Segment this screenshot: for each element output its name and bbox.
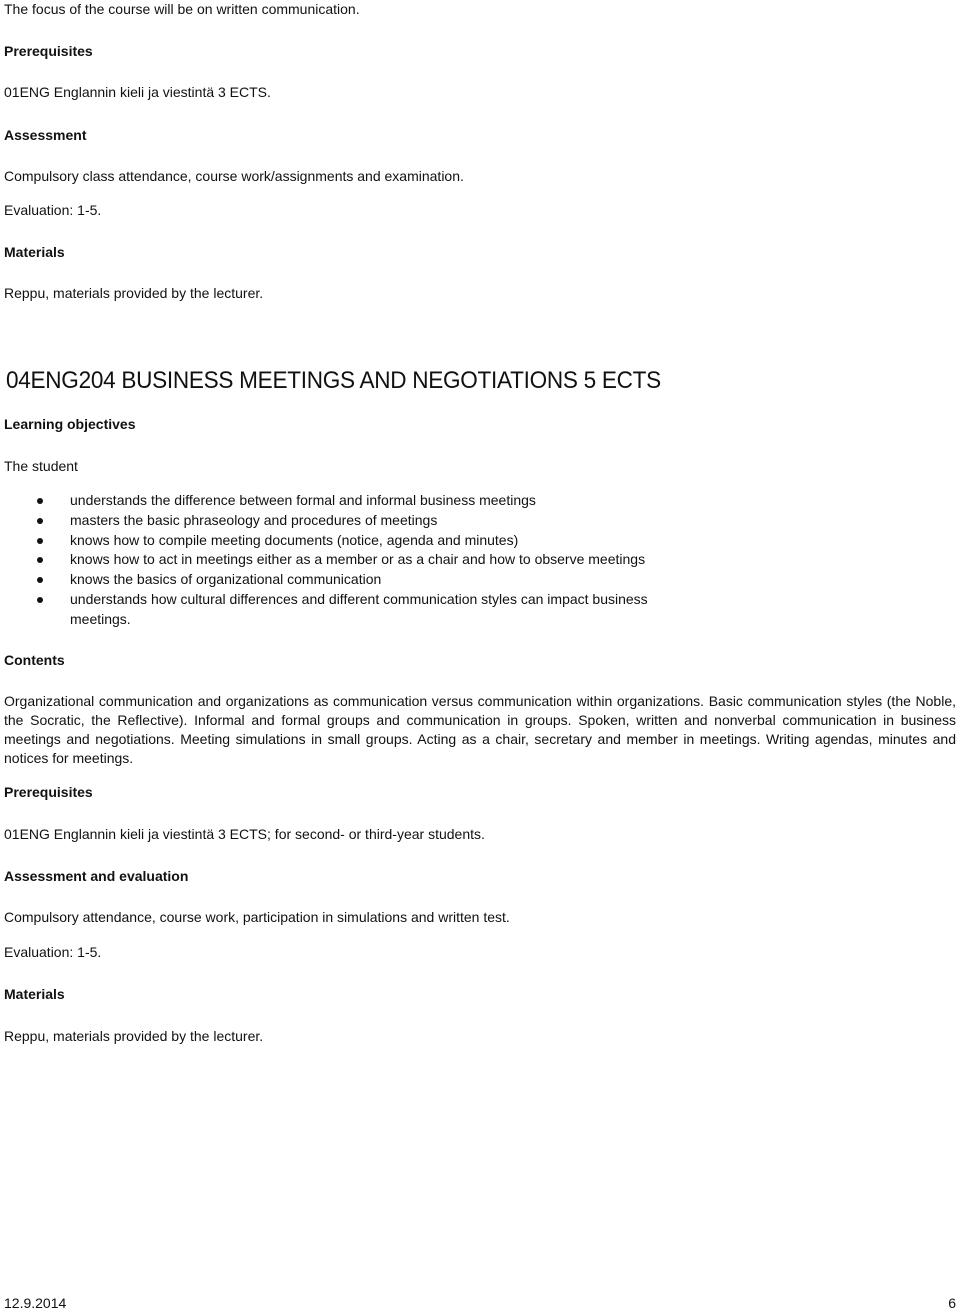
- course-assessment-text: Compulsory attendance, course work, participation in simulations and written test.: [4, 909, 510, 925]
- materials-text: Reppu, materials provided by the lecturer.: [4, 285, 264, 301]
- learning-objectives-heading: Learning objectives: [4, 416, 136, 432]
- assessment-text: Compulsory class attendance, course work/assignments and examination.: [4, 168, 464, 184]
- bullet-icon: [37, 577, 43, 583]
- materials-heading: Materials: [4, 244, 65, 260]
- focus-text: The focus of the course will be on written communication.: [4, 1, 360, 17]
- objective-item: knows how to act in meetings either as a member or as a chair and how to observe meetings: [0, 550, 700, 570]
- prerequisites-heading: Prerequisites: [4, 43, 93, 59]
- course-materials-heading: Materials: [4, 986, 65, 1002]
- objective-item: knows the basics of organizational communication: [0, 570, 700, 590]
- bullet-icon: [37, 597, 43, 603]
- bullet-icon: [37, 518, 43, 524]
- bullet-icon: [37, 538, 43, 544]
- evaluation-text: Evaluation: 1-5.: [4, 202, 102, 218]
- bullet-icon: [37, 498, 43, 504]
- course-prerequisites-heading: Prerequisites: [4, 784, 93, 800]
- bullet-icon: [37, 557, 43, 563]
- assessment-evaluation-heading: Assessment and evaluation: [4, 868, 189, 884]
- objective-item: understands how cultural differences and different communication styles can impact business meetings.: [0, 590, 690, 630]
- contents-text: Organizational communication and organizations as communication versus communication within organizations. Basic communication styles (the Noble, the Socratic, the Reflective). Informal and formal groups and communication in groups. Spoken, written and nonverbal communication in business meetings and negotiations. Meeting simulations in small groups. Acting as a chair, secretary and member in meetings. Writing agendas, minutes and notices for meetings.: [4, 693, 956, 766]
- objective-item: understands the difference between formal and informal business meetings: [0, 491, 700, 511]
- course-evaluation-text: Evaluation: 1-5.: [4, 944, 102, 960]
- course-title: 04ENG204 BUSINESS MEETINGS AND NEGOTIATIONS 5 ECTS: [6, 367, 661, 394]
- objectives-list: [0, 491, 700, 630]
- course-materials-text: Reppu, materials provided by the lecturer.: [4, 1028, 264, 1044]
- course-prerequisites-text: 01ENG Englannin kieli ja viestintä 3 ECTS; for second- or third-year students.: [4, 826, 485, 842]
- objective-item: masters the basic phraseology and procedures of meetings: [0, 511, 700, 531]
- objective-item: knows how to compile meeting documents (notice, agenda and minutes): [0, 531, 700, 551]
- contents-heading: Contents: [4, 652, 65, 668]
- assessment-heading: Assessment: [4, 127, 87, 143]
- footer-date: 12.9.2014: [4, 1295, 67, 1311]
- page-number: 6: [948, 1295, 956, 1311]
- student-intro: The student: [4, 458, 78, 474]
- prerequisites-text: 01ENG Englannin kieli ja viestintä 3 ECTS.: [4, 84, 271, 100]
